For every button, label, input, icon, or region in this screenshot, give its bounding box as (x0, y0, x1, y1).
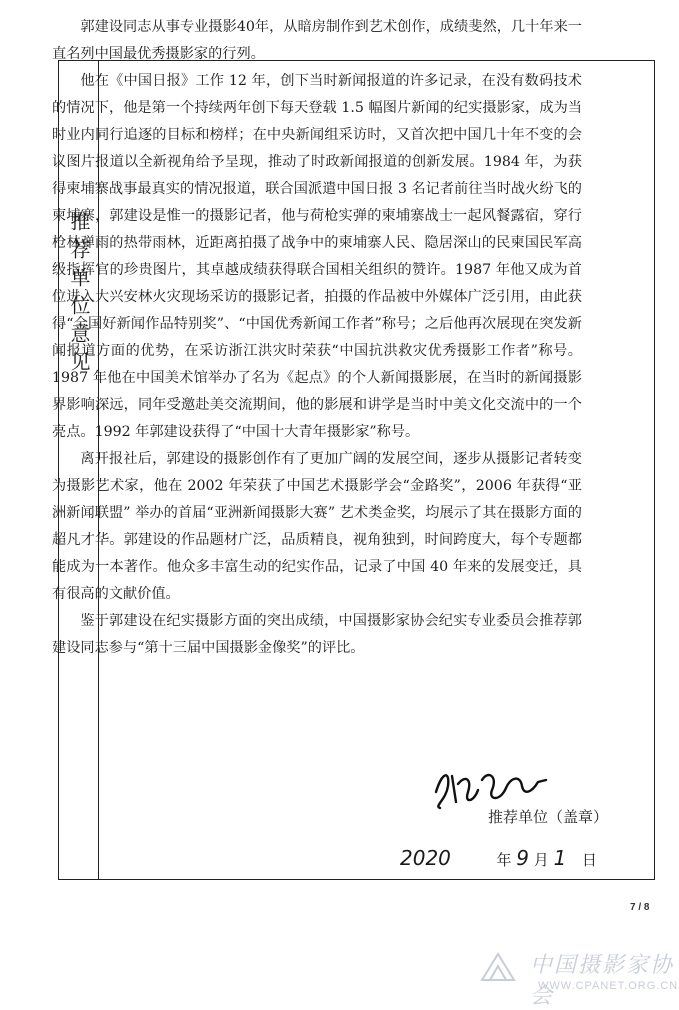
paragraph-4: 鉴于郭建设在纪实摄影方面的突出成绩，中国摄影家协会纪实专业委员会推荐郭建设同志参与“第十三届中国摄影金像奖”的评比。 (52, 613, 582, 656)
paragraph-3: 离开报社后，郭建设的摄影创作有了更加广阔的发展空间，逐步从摄影记者转变为摄影艺术家，他在 2002 年荣获了中国艺术摄影学会“金路奖”，2006 年获得“亚洲新闻联盟” 举办的首届“亚洲新闻摄影大赛” 艺术类金奖，均展示了其在摄影方面的超凡才华。郭建设的作品题材广泛，品质精良，视角独到，时间跨度大，每个专题都能成为一本著作。他众多丰富生动的纪实作品，记录了中国 40 年来的发展变迁，具有很高的文献价值。 (52, 451, 582, 602)
date-year-unit: 年 (496, 851, 512, 869)
signature-caption: 推荐单位（盖章） (488, 808, 609, 826)
date-line (400, 846, 597, 870)
watermark-org-name: 中国摄影家协会 (530, 953, 675, 1009)
date-month: 9 (516, 846, 529, 870)
date-year: 2020 (400, 846, 451, 870)
page-number: 7 / 8 (630, 902, 650, 913)
side-label: 推荐单位意见 (67, 211, 91, 379)
paragraph-1: 郭建设同志从事专业摄影40年，从暗房制作到艺术创作，成绩斐然，几十年来一直名列中国最优秀摄影家的行列。 (52, 19, 582, 62)
paragraph-2: 他在《中国日报》工作 12 年，创下当时新闻报道的许多记录，在没有数码技术的情况下，他是第一个持续两年创下每天登载 1.5 幅图片新闻的纪实摄影家，成为当时业内同行追逐的目标和榜样；在中央新闻组采访时，又首次把中国几十年不变的会议图片报道以全新视角给予呈现，推动了时政新闻报道的创新发展。1984 年，为获得柬埔寨战事最真实的情况报道，联合国派遣中国日报 3 名记者前往当时战火纷飞的柬埔寨，郭建设是惟一的摄影记者，他与荷枪实弹的柬埔寨战士一起风餐露宿，穿行枪林弹雨的热带雨林，近距离拍摄了战争中的柬埔寨人民、隐居深山的民柬国民军高级指挥官的珍贵图片，其卓越成绩获得联合国相关组织的赞许。1987 年他又成为首位进入大兴安林火灾现场采访的摄影记者，拍摄的作品被中外媒体广泛引用，由此获得“全国好新闻作品特别奖”、“中国优秀新闻工作者”称号；之后他再次展现在突发新闻报道方面的优势，在采访浙江洪灾时荣获“中国抗洪救灾优秀摄影工作者”称号。1987 年他在中国美术馆举办了名为《起点》的个人新闻摄影展，在当时的新闻摄影界影响深远，同年受邀赴美交流期间，他的影展和讲学是当时中美文化交流中的一个亮点。1992 年郭建设获得了“中国十大青年摄影家”称号。 (52, 73, 582, 440)
watermark-url: WWW.CPANET.ORG.CN (538, 980, 679, 992)
date-month-unit: 月 (533, 851, 549, 869)
date-day-unit: 日 (581, 851, 597, 869)
recommendation-text (52, 14, 582, 662)
date-day: 1 (553, 846, 567, 870)
